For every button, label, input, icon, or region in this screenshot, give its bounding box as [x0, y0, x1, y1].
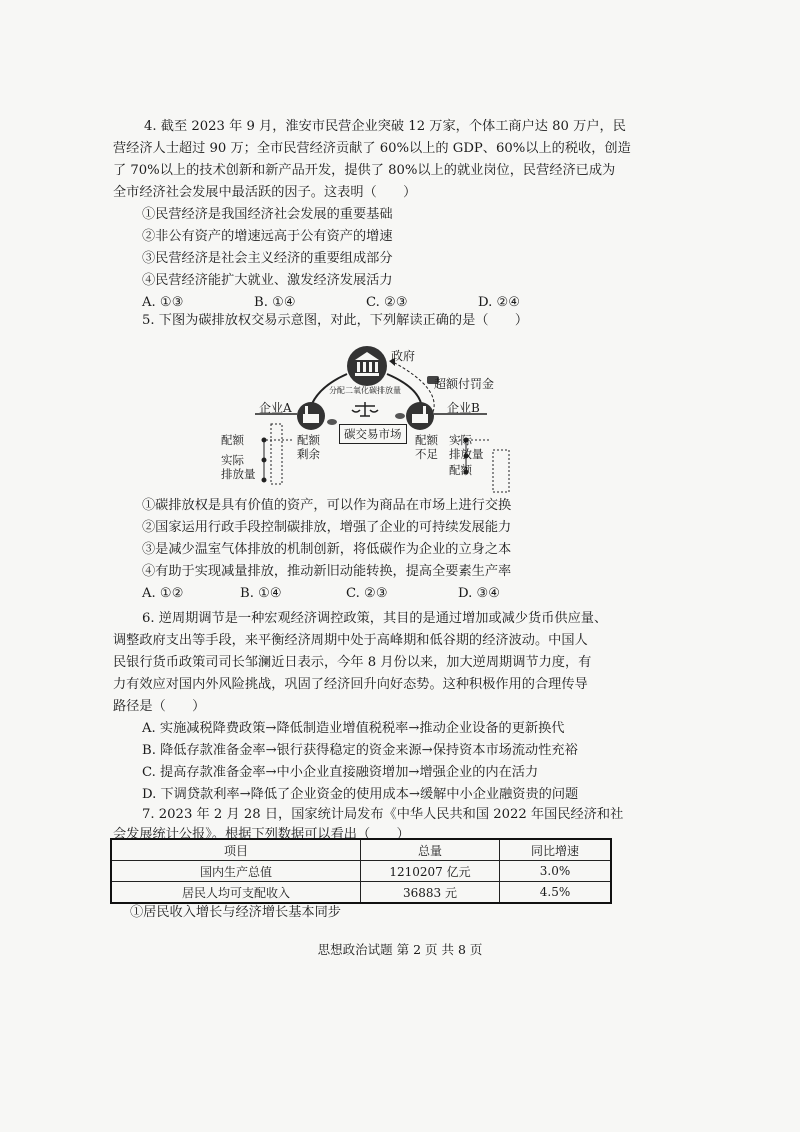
label-penalty: 超额付罚金 [434, 377, 495, 391]
label-surplus-2: 剩余 [297, 447, 320, 461]
page-footer: 思想政治试题 第 2 页 共 8 页 [317, 942, 483, 957]
table-header-cell: 总量 [361, 839, 500, 861]
label-surplus-1: 配额 [297, 433, 320, 447]
table-cell: 36883 元 [361, 882, 500, 904]
question-6-stem-line: 力有效应对国内外风险挑战，巩固了经济回升向好态势。这种积极作用的合理传导 [113, 677, 588, 692]
label-enterprise-b: 企业B [447, 401, 480, 415]
label-quota-a: 配额 [221, 433, 244, 447]
question-5-item: ③是减少温室气体排放的机制创新，将低碳作为企业的立身之本 [142, 542, 512, 557]
carbon-trading-diagram [215, 336, 515, 496]
label-emission-b: 排放量 [449, 447, 484, 461]
label-actual-b: 实际 [449, 433, 472, 447]
question-5-item: ①碳排放权是具有价值的资产，可以作为商品在市场上进行交换 [142, 498, 512, 513]
label-government: 政府 [391, 349, 416, 363]
question-4-options [142, 294, 520, 312]
table-cell: 3.0% [500, 861, 612, 882]
table-header-cell: 同比增速 [500, 839, 612, 861]
question-4-stem-line: 全市经济社会发展中最活跃的因子。这表明（ ） [113, 185, 417, 200]
question-6-stem-line: 6. 逆周期调节是一种宏观经济调控政策，其目的是通过增加或减少货币供应量、 [142, 611, 608, 626]
question-6-stem-line: 民银行货币政策司司长邹澜近日表示，今年 8 月份以来，加大逆周期调节力度，有 [113, 655, 592, 670]
label-emission-a: 排放量 [221, 467, 256, 481]
option-a: A. ①② [142, 586, 184, 601]
coin-icon [327, 419, 337, 425]
question-4-stem-line: 了 70%以上的技术创新和新产品开发，提供了 80%以上的就业岗位，民营经济已成为 [113, 163, 616, 178]
option-d: D. ②④ [478, 295, 521, 310]
table-cell: 国内生产总值 [111, 861, 361, 882]
enterprise-a-quota-bars [262, 424, 293, 484]
question-4-item: ②非公有资产的增速远高于公有资产的增速 [142, 229, 393, 244]
label-enterprise-a: 企业A [259, 401, 292, 415]
table-header-cell: 项目 [111, 839, 361, 861]
table-cell: 4.5% [500, 882, 612, 904]
question-7-item: ①居民收入增长与经济增长基本同步 [130, 905, 341, 920]
question-4-item: ①民营经济是我国经济社会发展的重要基础 [142, 207, 393, 222]
question-6-stem-line: 调整政府支出等手段，来平衡经济周期中处于高峰期和低谷期的经济波动。中国人 [113, 633, 588, 648]
option-d: D. ③④ [458, 586, 501, 601]
question-5-item: ②国家运用行政手段控制碳排放，增强了企业的可持续发展能力 [142, 520, 512, 535]
option-a: A. ①③ [142, 295, 184, 310]
label-shortage-1: 配额 [415, 433, 438, 447]
question-4-item: ③民营经济是社会主义经济的重要组成部分 [142, 251, 393, 266]
table-header-row [111, 839, 611, 861]
question-7-stem-line: 会发展统计公报》。根据下列数据可以看出（ ） [113, 827, 410, 842]
label-carbon-market: 碳交易市场 [339, 424, 407, 444]
label-allocate: 分配二氧化碳排放量 [329, 386, 401, 395]
statistics-table [110, 838, 612, 904]
table-row [111, 882, 611, 904]
option-b: B. ①④ [254, 295, 296, 310]
question-6-choice-b: B. 降低存款准备金率→银行获得稳定的资金来源→保持资本市场流动性充裕 [142, 743, 578, 758]
question-7-stem-line: 7. 2023 年 2 月 28 日，国家统计局发布《中华人民共和国 2022 年国民经济和社 [142, 807, 624, 822]
label-actual-a: 实际 [221, 453, 244, 467]
table-row [111, 861, 611, 882]
option-b: B. ①④ [240, 586, 282, 601]
question-4-item: ④民营经济能扩大就业、激发经济发展活力 [142, 273, 393, 288]
question-5-stem: 5. 下图为碳排放权交易示意图，对此，下列解读正确的是（ ） [142, 313, 529, 328]
question-6-choice-d: D. 下调贷款利率→降低了企业资金的使用成本→缓解中小企业融资贵的问题 [142, 787, 579, 802]
question-4-stem-line: 营经济人士超过 90 万；全市民营经济贡献了 60%以上的 GDP、60%以上的税收，创造 [113, 141, 631, 156]
question-4-stem-line: 4. 截至 2023 年 9 月，淮安市民营企业突破 12 万家，个体工商户达 80 万户，民 [144, 119, 626, 134]
option-c: C. ②③ [366, 295, 408, 310]
table-cell: 1210207 亿元 [361, 861, 500, 882]
table-cell: 居民人均可支配收入 [111, 882, 361, 904]
question-6-choice-c: C. 提高存款准备金率→中小企业直接融资增加→增强企业的内在活力 [142, 765, 539, 780]
question-6-stem-line: 路径是（ ） [113, 699, 206, 714]
question-5-item: ④有助于实现减量排放，推动新旧动能转换，提高全要素生产率 [142, 564, 512, 579]
coin-icon [395, 413, 405, 419]
question-6-choice-a: A. 实施减税降费政策→降低制造业增值税税率→推动企业设备的更新换代 [142, 721, 565, 736]
label-shortage-2: 不足 [415, 447, 438, 461]
label-quota-b: 配额 [449, 463, 472, 477]
balance-scale-icon [352, 402, 378, 416]
option-c: C. ②③ [346, 586, 388, 601]
question-5-options [142, 585, 500, 603]
